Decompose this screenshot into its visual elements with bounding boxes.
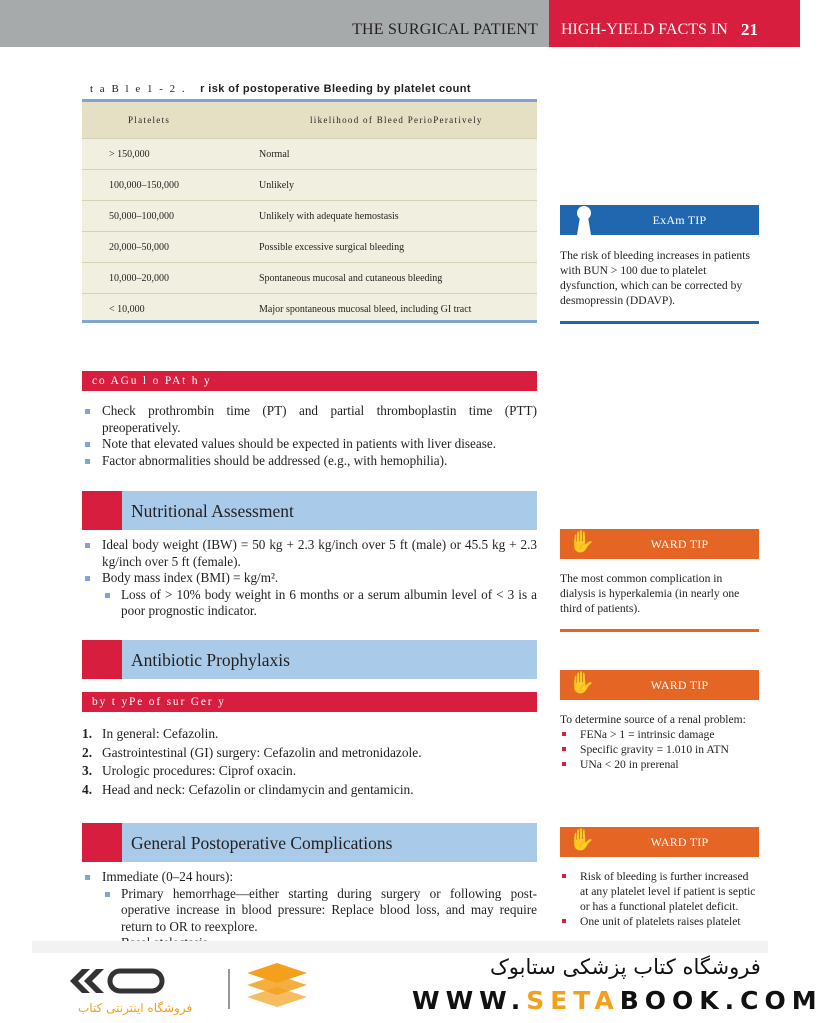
ward-tip-label: WARD TIP bbox=[650, 678, 709, 692]
ward-tip-header bbox=[560, 529, 759, 559]
page-header bbox=[0, 0, 800, 47]
coagulopathy-list bbox=[82, 403, 537, 469]
table-col-platelets: Platelets bbox=[128, 115, 171, 125]
exam-tip-label: ExAm TIP bbox=[652, 213, 707, 227]
table-row bbox=[82, 293, 537, 324]
ward-tip-rule bbox=[560, 629, 759, 632]
footer-divider bbox=[32, 941, 768, 953]
complications-heading: General Postoperative Complications bbox=[131, 833, 393, 853]
hand-icon: ✋ bbox=[568, 530, 596, 555]
table-cell-platelets: > 150,000 bbox=[109, 149, 150, 160]
exam-tip-rule bbox=[560, 321, 759, 324]
list-item: Loss of > 10% body weight in 6 months or a serum albumin level of < 3 is a poor prognostic indicator. bbox=[82, 587, 537, 620]
table-label: t a B l e 1 - 2 . bbox=[90, 83, 187, 95]
table-cell-likelihood: Normal bbox=[259, 149, 290, 160]
table-header-row bbox=[82, 102, 537, 138]
bullet-icon bbox=[85, 543, 90, 548]
store-url: WWW.SETABOOK.COM bbox=[412, 986, 823, 1015]
bullet-icon bbox=[562, 919, 566, 923]
bullet-icon bbox=[105, 892, 110, 897]
table-title: r isk of postoperative Bleeding by platelet count bbox=[200, 83, 471, 95]
list-item: 3. Urologic procedures: Ciprof oxacin. bbox=[82, 763, 297, 778]
bullet-icon bbox=[85, 442, 90, 447]
bullet-icon bbox=[562, 762, 566, 766]
coagulopathy-heading: co AGu l o PAt h y bbox=[82, 371, 537, 391]
exam-tip-header bbox=[560, 205, 759, 235]
ward-tip-header bbox=[560, 827, 759, 857]
header-chapter-area bbox=[0, 0, 548, 47]
page-number: 21 bbox=[741, 20, 758, 39]
list-item: Primary hemorrhage—either starting during surgery or following post-operative increase in blood pressure: Replace blood loss, and may require return to OR to reexplore. bbox=[82, 886, 537, 936]
logo-divider bbox=[228, 969, 230, 1009]
list-item: UNa < 20 in prerenal bbox=[560, 757, 759, 772]
bullet-icon bbox=[85, 576, 90, 581]
antibiotic-section-header bbox=[82, 640, 537, 679]
table-cell-platelets: < 10,000 bbox=[109, 304, 145, 315]
table-row bbox=[82, 262, 537, 293]
section-marker bbox=[82, 491, 122, 530]
table-col-likelihood: likelihood of Bleed PerioPeratively bbox=[310, 115, 483, 125]
table-cell-likelihood: Spontaneous mucosal and cutaneous bleeding bbox=[259, 273, 443, 284]
table-cell-platelets: 20,000–50,000 bbox=[109, 242, 169, 253]
bullet-icon bbox=[562, 732, 566, 736]
hand-icon: ✋ bbox=[568, 828, 596, 853]
ward-tip-label: WARD TIP bbox=[650, 537, 709, 551]
nutrition-section-header bbox=[82, 491, 537, 530]
table-row bbox=[82, 169, 537, 200]
hand-icon: ✋ bbox=[568, 671, 596, 696]
nutrition-heading: Nutritional Assessment bbox=[131, 501, 294, 521]
bullet-icon bbox=[85, 409, 90, 414]
list-item: 1. In general: Cefazolin. bbox=[82, 726, 219, 741]
nutrition-list bbox=[82, 537, 537, 620]
table-cell-likelihood: Unlikely with adequate hemostasis bbox=[259, 211, 399, 222]
list-item: Factor abnormalities should be addressed (e.g., with hemophilia). bbox=[82, 453, 537, 470]
table-row bbox=[82, 200, 537, 231]
bullet-icon bbox=[562, 874, 566, 878]
table-cell-platelets: 10,000–20,000 bbox=[109, 273, 169, 284]
ward-tip-content bbox=[560, 869, 759, 929]
antibiotic-list bbox=[82, 725, 537, 799]
header-chapter: THE SURGICAL PATIENT bbox=[352, 21, 538, 38]
bullet-icon bbox=[85, 875, 90, 880]
setabook-logo-icon bbox=[66, 963, 166, 999]
exam-tip-text: The risk of bleeding increases in patients with BUN > 100 due to platelet dysfunction, which can be corrected by desmopressin (DDAVP). bbox=[560, 249, 750, 307]
section-marker bbox=[82, 823, 122, 862]
ward-tip-text: The most common complication in dialysis is hyperkalemia (in nearly one third of patients). bbox=[560, 572, 740, 615]
header-book-area bbox=[549, 0, 800, 47]
section-marker bbox=[82, 640, 122, 679]
list-item: 4. Head and neck: Cefazolin or clindamycin and gentamicin. bbox=[82, 781, 414, 797]
platelet-table bbox=[82, 99, 537, 323]
ward-tip-content bbox=[560, 712, 759, 772]
table-cell-platelets: 50,000–100,000 bbox=[109, 211, 174, 222]
list-item: Check prothrombin time (PT) and partial thromboplastin time (PTT) preoperatively. bbox=[82, 403, 537, 436]
table-row bbox=[82, 138, 537, 169]
table-caption bbox=[90, 83, 471, 95]
list-item: 2. Gastrointestinal (GI) surgery: Cefazolin and metronidazole. bbox=[82, 744, 422, 760]
list-item: One unit of platelets raises platelet bbox=[560, 914, 759, 929]
table-cell-platelets: 100,000–150,000 bbox=[109, 180, 179, 191]
ward-tip-header bbox=[560, 670, 759, 700]
header-book: HIGH-YIELD FACTS IN bbox=[561, 21, 728, 38]
list-item: Specific gravity = 1.010 in ATN bbox=[560, 742, 759, 757]
bullet-icon bbox=[562, 747, 566, 751]
list-item: Immediate (0–24 hours): bbox=[82, 869, 537, 886]
logo-tagline: فروشگاه اینترنتی کتاب bbox=[78, 1001, 193, 1015]
list-item: Body mass index (BMI) = kg/m². bbox=[82, 570, 537, 587]
list-item: FENa > 1 = intrinsic damage bbox=[560, 727, 759, 742]
antibiotic-heading: Antibiotic Prophylaxis bbox=[131, 650, 290, 670]
bullet-icon bbox=[105, 593, 110, 598]
list-item: Ideal body weight (IBW) = 50 kg + 2.3 kg/inch over 5 ft (male) or 45.5 kg + 2.3 kg/inch over 5 ft (female). bbox=[82, 537, 537, 570]
table-row bbox=[82, 231, 537, 262]
table-cell-likelihood: Unlikely bbox=[259, 180, 294, 191]
table-cell-likelihood: Possible excessive surgical bleeding bbox=[259, 242, 405, 253]
ward-tip-label: WARD TIP bbox=[650, 835, 709, 849]
book-stack-logo-icon bbox=[242, 961, 312, 1013]
bullet-icon bbox=[85, 459, 90, 464]
list-item: Risk of bleeding is further increased at any platelet level if patient is septic or has a functional platelet deficit. bbox=[560, 869, 759, 914]
antibiotic-subheading: by t yPe of sur Ger y bbox=[82, 692, 537, 712]
store-name: فروشگاه کتاب پزشکی ستابوک bbox=[490, 955, 761, 979]
complications-section-header bbox=[82, 823, 537, 862]
complications-list bbox=[82, 869, 537, 952]
table-cell-likelihood: Major spontaneous mucosal bleed, including GI tract bbox=[259, 304, 472, 315]
list-item: Note that elevated values should be expected in patients with liver disease. bbox=[82, 436, 537, 453]
ward-tip-intro: To determine source of a renal problem: bbox=[560, 713, 746, 726]
